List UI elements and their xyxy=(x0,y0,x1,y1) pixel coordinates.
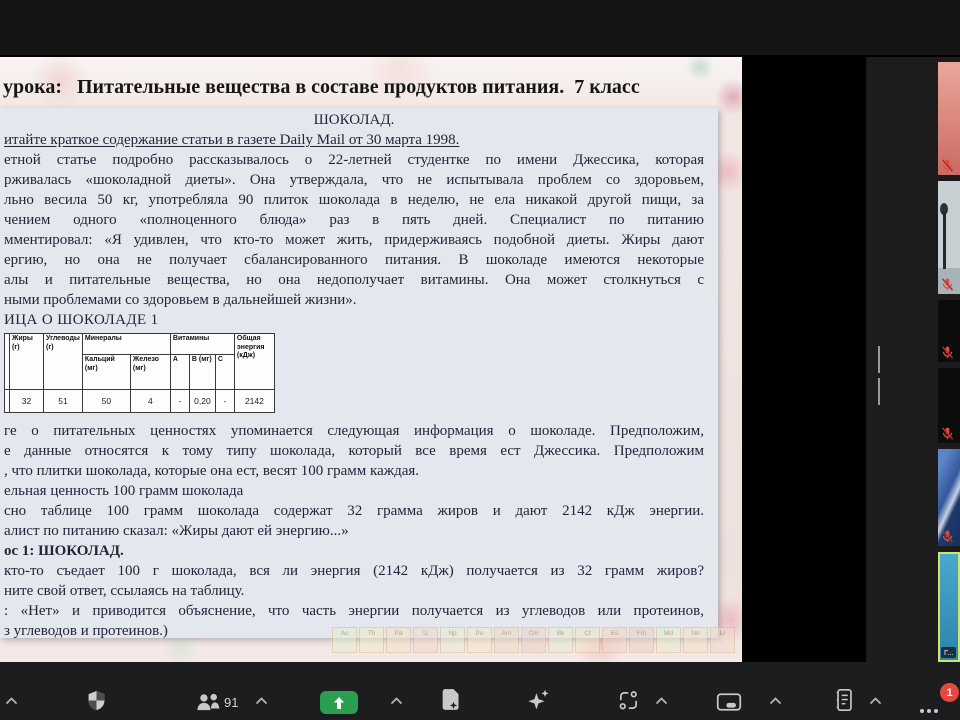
notes-chevron-icon[interactable] xyxy=(869,696,882,705)
document-panel xyxy=(0,108,718,638)
text-line: сно таблице 100 грамм шоколада содержат 32 грамма жиров и дают 2142 кДж энергии. xyxy=(4,503,704,519)
video-thumbnail[interactable] xyxy=(938,181,960,294)
periodic-element-cell: Ac ···· ·· xyxy=(332,627,357,653)
doc-heading: ШОКОЛАД. xyxy=(313,112,395,128)
col-vit-c: C xyxy=(215,355,234,390)
text-line: з углеводов и протеинов.) xyxy=(4,623,168,638)
text-line: е данные относятся к тому типу шоколада, который все время ест Джессика. Предположим xyxy=(4,443,704,459)
periodic-element-cell: Bk ···· ·· xyxy=(548,627,573,653)
apps-icon[interactable] xyxy=(618,690,639,711)
text-line: рживалась «шоколадной диеты». Она утверждала, что не испытывала проблем со здоровьем, xyxy=(4,172,704,188)
table-cell: 50 xyxy=(82,390,130,413)
doc-paragraph-2 xyxy=(4,421,704,541)
text-line: ните свой ответ, ссылаясь на таблицу. xyxy=(4,583,245,599)
video-thumbnail[interactable] xyxy=(938,368,960,443)
table-cell: - xyxy=(215,390,234,413)
periodic-table-row xyxy=(332,627,735,653)
periodic-element-cell: Lr ···· ·· xyxy=(710,627,735,653)
periodic-element-cell: Np ···· ·· xyxy=(440,627,465,653)
table-cell: - xyxy=(170,390,189,413)
col-carbs: Углеводы (г) xyxy=(44,334,83,390)
share-up-arrow-icon xyxy=(333,696,345,710)
text-line: ельная ценность 100 грамм шоколада xyxy=(4,483,244,499)
periodic-element-cell: Pu ···· ·· xyxy=(467,627,492,653)
participants-count: 91 xyxy=(224,695,239,710)
lesson-title: урока: Питательные вещества в составе продуктов питания. 7 класс xyxy=(3,76,640,98)
muted-mic-icon xyxy=(940,426,955,441)
muted-mic-icon xyxy=(940,345,955,360)
table-cell: 0,20 xyxy=(189,390,215,413)
video-thumbnail[interactable] xyxy=(938,300,960,362)
text-line: ергию, но она не получает сбалансированного питания. В шоколаде имеются некоторые xyxy=(4,252,704,268)
panel-collapse-handle[interactable] xyxy=(878,346,887,373)
text-line: кто-то съедает 100 г шоколада, вся ли энергия (2142 кДж) получается из 32 грамм жиров? xyxy=(4,563,704,579)
muted-mic-icon xyxy=(940,277,955,292)
participants-chevron-icon[interactable] xyxy=(255,696,268,705)
participant-name-label: Г... xyxy=(941,647,956,658)
table-cell: 2142 xyxy=(234,390,274,413)
table-cell: 4 xyxy=(130,390,170,413)
periodic-element-cell: U ···· ·· xyxy=(413,627,438,653)
notification-badge: 1 xyxy=(940,683,959,702)
text-line: льно весила 50 кг, употребляла 90 плиток шоколада в неделю, не ела никакой другой пищи, за xyxy=(4,192,704,208)
table-caption: ИЦА О ШОКОЛАДЕ 1 xyxy=(4,312,159,328)
periodic-element-cell: Pa ···· ·· xyxy=(386,627,411,653)
col-calcium: Кальций (мг) xyxy=(82,355,130,390)
video-thumbnail[interactable] xyxy=(938,62,960,175)
whiteboard-chevron-icon[interactable] xyxy=(769,696,782,705)
periodic-element-cell: Am ···· ·· xyxy=(494,627,519,653)
security-shield-icon[interactable] xyxy=(87,690,106,711)
doc-intro-line: итайте краткое содержание статьи в газете Daily Mail от 30 марта 1998. xyxy=(4,132,460,148)
text-line: ге о питательных ценностях упоминается следующая информация о шоколаде. Предположим, xyxy=(4,423,704,439)
text-line: чением одного «полноценного блюда» раз в пять дней. Специалист по питанию xyxy=(4,212,704,228)
apps-chevron-icon[interactable] xyxy=(655,696,668,705)
notes-icon[interactable] xyxy=(835,688,854,712)
share-screen-button[interactable] xyxy=(320,691,358,714)
shared-screen xyxy=(0,57,742,662)
doc-paragraph-1 xyxy=(4,150,704,310)
col-energy: Общая энергия (кДж) xyxy=(234,334,274,390)
text-line: ными проблемами со здоровьем в дальнейшей жизни». xyxy=(4,292,357,308)
share-chevron-icon[interactable] xyxy=(390,696,403,705)
col-vit-b: B (мг) xyxy=(189,355,215,390)
periodic-element-cell: No ···· ·· xyxy=(683,627,708,653)
periodic-element-cell: Es ···· ·· xyxy=(602,627,627,653)
more-dots-icon[interactable] xyxy=(920,700,941,718)
mic-stand-silhouette xyxy=(943,211,946,269)
docs-icon[interactable] xyxy=(441,688,461,711)
periodic-element-cell: Md ···· ·· xyxy=(656,627,681,653)
text-line: етной статье подробно рассказывалось о 22-летней студентке по имени Джессика, которая xyxy=(4,152,704,168)
meeting-toolbar xyxy=(0,662,960,720)
periodic-element-cell: Fm ···· ·· xyxy=(629,627,654,653)
col-fats: Жиры (г) xyxy=(10,334,44,390)
table-cell: 32 xyxy=(10,390,44,413)
audio-chevron-icon[interactable] xyxy=(5,696,18,705)
text-line: : «Нет» и приводится объяснение, что часть энергии получается из углеводов или протеинов, xyxy=(4,603,704,619)
active-speaker-thumbnail[interactable] xyxy=(938,552,960,662)
text-line: алист по питанию сказал: «Жиры дают ей энергию...» xyxy=(4,523,349,539)
periodic-element-cell: Th ···· ·· xyxy=(359,627,384,653)
question-heading: ос 1: ШОКОЛАД. xyxy=(4,543,124,559)
col-minerals: Минералы xyxy=(82,334,170,355)
video-thumbnail[interactable] xyxy=(938,449,960,546)
text-line: алы и питательные вещества, но она недополучает витамины. Она может столкнуться с xyxy=(4,272,704,288)
muted-mic-icon xyxy=(940,529,955,544)
text-line: , что плитки шоколада, которые она ест, весят 100 грамм каждая. xyxy=(4,463,420,479)
table-cell: 51 xyxy=(44,390,83,413)
periodic-element-cell: Cf ···· ·· xyxy=(575,627,600,653)
col-iron: Железо (мг) xyxy=(130,355,170,390)
periodic-element-cell: Cm ···· ·· xyxy=(521,627,546,653)
col-vitamins: Витамины xyxy=(170,334,234,355)
col-vit-a: A xyxy=(170,355,189,390)
text-line: мментировал: «Я удивлен, что кто-то может жить, придерживаясь подобной диеты. Жиры дают xyxy=(4,232,704,248)
muted-mic-icon xyxy=(940,158,955,173)
participants-icon[interactable] xyxy=(195,692,221,712)
participants-strip xyxy=(866,57,960,662)
whiteboard-icon[interactable] xyxy=(716,692,742,712)
ai-companion-sparkle-icon[interactable] xyxy=(527,688,551,712)
nutrition-table xyxy=(4,333,275,413)
